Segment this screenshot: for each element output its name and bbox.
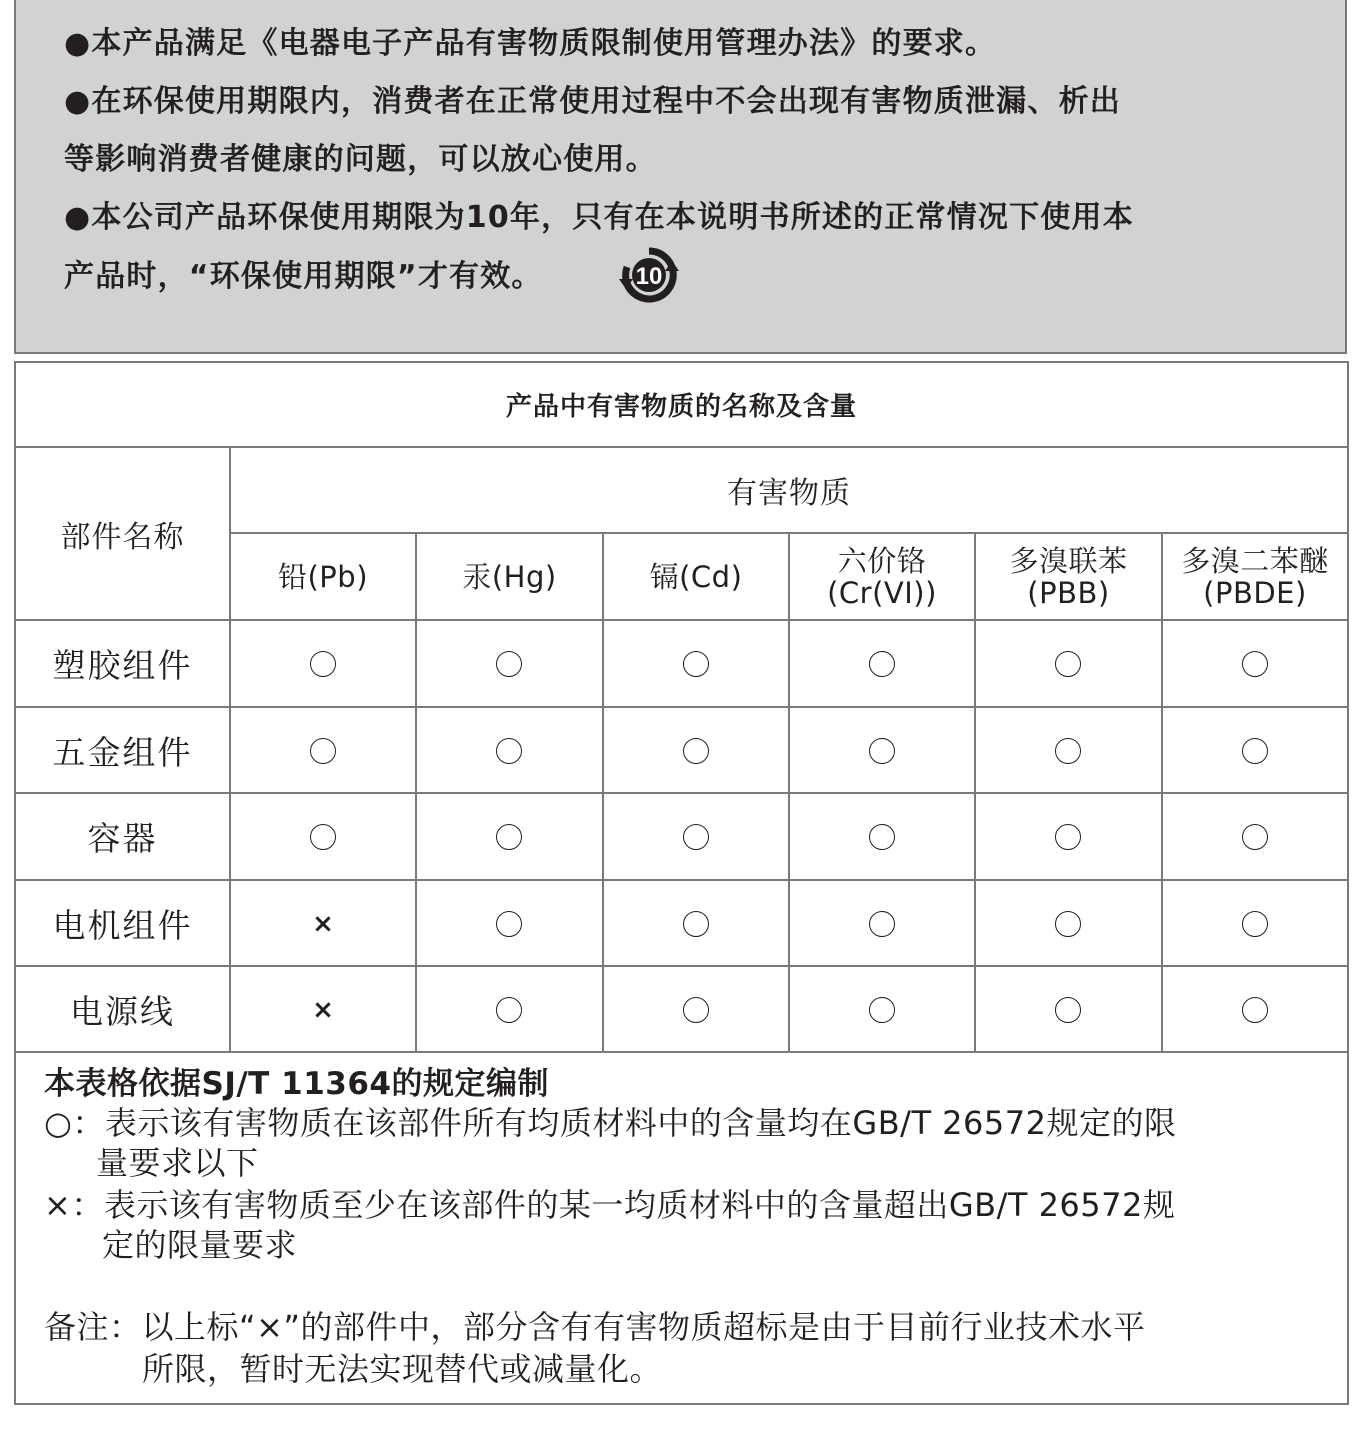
eco-period-number: 10: [635, 263, 663, 290]
compliant-circle-mark: [496, 651, 522, 677]
notice-line-2: ●在环保使用期限内，消费者在正常使用过程中不会出现有害物质泄漏、析出: [64, 84, 1121, 119]
column-header-label: 铅(Pb): [277, 559, 369, 594]
compliant-circle-mark: [869, 738, 895, 764]
compliant-circle-mark: [683, 997, 709, 1023]
table-cell: [790, 794, 974, 879]
table-cell: [417, 881, 601, 966]
column-header-crvi: [790, 534, 974, 619]
table-cell: [417, 794, 601, 879]
table-basis-note: 本表格依据SJ/T 11364的规定编制: [44, 1066, 549, 1102]
compliant-circle-mark: [1242, 911, 1268, 937]
column-header-cd: [604, 534, 788, 619]
compliant-circle-mark: [1055, 824, 1081, 850]
compliant-circle-mark: [869, 651, 895, 677]
exceeds-cross-mark: ×: [312, 908, 334, 939]
compliant-circle-mark: [1242, 651, 1268, 677]
compliant-circle-mark: [683, 651, 709, 677]
remark-line-1: 备注：以上标“×”的部件中，部分含有有害物质超标是由于目前行业技术水平: [44, 1308, 1146, 1346]
table-cell: [231, 881, 415, 966]
compliant-circle-mark: [310, 651, 336, 677]
row-label-motor-parts: 电机组件: [52, 906, 193, 945]
table-cell: [417, 708, 601, 793]
column-header-formula: (PBB): [1027, 575, 1110, 610]
part-name-header: 部件名称: [60, 519, 185, 555]
circle-legend-line-1: ○：表示该有害物质在该部件所有均质材料中的含量均在GB/T 26572规定的限: [44, 1104, 1177, 1142]
table-title: 产品中有害物质的名称及含量: [505, 392, 857, 422]
row-label-power-cord: 电源线: [70, 992, 175, 1031]
compliant-circle-mark: [1055, 738, 1081, 764]
table-cell: [604, 881, 788, 966]
compliant-circle-mark: [869, 911, 895, 937]
table-cell: [231, 621, 415, 706]
table-cell: [790, 881, 974, 966]
column-header-label: 镉(Cd): [649, 559, 743, 594]
column-header-label: 汞(Hg): [462, 559, 557, 594]
table-cell: [604, 708, 788, 793]
table-cell: [604, 621, 788, 706]
table-cell: [790, 967, 974, 1052]
row-label-container: 容器: [87, 819, 158, 858]
table-cell: [604, 967, 788, 1052]
table-cell: [976, 881, 1160, 966]
compliant-circle-mark: [310, 824, 336, 850]
remark-line-2: 所限，暂时无法实现替代或减量化。: [142, 1350, 663, 1388]
table-cell: [1163, 967, 1347, 1052]
compliant-circle-mark: [1055, 997, 1081, 1023]
column-header-formula: (Cr(VI)): [827, 575, 937, 610]
row-label-plastic-parts: 塑胶组件: [52, 646, 193, 685]
exceeds-cross-mark: ×: [312, 994, 334, 1025]
hazardous-substance-header: 有害物质: [727, 476, 851, 511]
compliant-circle-mark: [1242, 824, 1268, 850]
table-cell: [790, 621, 974, 706]
circle-legend-line-2: 量要求以下: [96, 1144, 259, 1182]
table-cell: [417, 967, 601, 1052]
table-cell: [976, 621, 1160, 706]
notice-line-1: ●本产品满足《电器电子产品有害物质限制使用管理办法》的要求。: [64, 26, 997, 61]
compliant-circle-mark: [869, 997, 895, 1023]
table-cell: [417, 621, 601, 706]
compliant-circle-mark: [869, 824, 895, 850]
table-cell: [1163, 794, 1347, 879]
cross-legend-line-2: 定的限量要求: [102, 1226, 298, 1264]
compliant-circle-mark: [683, 824, 709, 850]
cross-legend-line-1: ×：表示该有害物质至少在该部件的某一均质材料中的含量超出GB/T 26572规: [44, 1186, 1176, 1224]
compliant-circle-mark: [496, 997, 522, 1023]
table-cell: [1163, 881, 1347, 966]
compliant-circle-mark: [496, 911, 522, 937]
environmental-notice-box: [14, 0, 1347, 354]
notice-line-5: 产品时，“环保使用期限”才有效。: [64, 259, 543, 294]
compliant-circle-mark: [683, 738, 709, 764]
column-header-pb: [231, 534, 415, 619]
compliant-circle-mark: [683, 911, 709, 937]
compliant-circle-mark: [496, 824, 522, 850]
column-header-hg: [417, 534, 602, 619]
row-label-hardware-parts: 五金组件: [52, 733, 193, 772]
column-header-pbb: [976, 534, 1161, 619]
table-cell: [976, 967, 1160, 1052]
table-cell: [1163, 621, 1347, 706]
table-cell: [976, 794, 1160, 879]
compliant-circle-mark: [1055, 651, 1081, 677]
compliant-circle-mark: [310, 738, 336, 764]
notice-line-4: ●本公司产品环保使用期限为10年，只有在本说明书所述的正常情况下使用本: [64, 200, 1134, 235]
compliant-circle-mark: [1242, 997, 1268, 1023]
table-cell: [1163, 708, 1347, 793]
eco-period-icon: [617, 243, 681, 307]
column-header-label: 多溴二苯醚: [1181, 543, 1329, 578]
column-header-formula: (PBDE): [1203, 575, 1307, 610]
table-cell: [231, 967, 415, 1052]
column-header-pbde: [1163, 534, 1347, 619]
table-cell: [604, 794, 788, 879]
table-cell: [790, 708, 974, 793]
compliant-circle-mark: [1242, 738, 1268, 764]
column-header-label: 多溴联苯: [1009, 543, 1128, 578]
compliant-circle-mark: [496, 738, 522, 764]
column-header-label: 六价铬: [837, 543, 927, 578]
notice-line-3: 等影响消费者健康的问题，可以放心使用。: [64, 142, 657, 177]
table-cell: [231, 794, 415, 879]
table-cell: [976, 708, 1160, 793]
compliant-circle-mark: [1055, 911, 1081, 937]
table-cell: [231, 708, 415, 793]
